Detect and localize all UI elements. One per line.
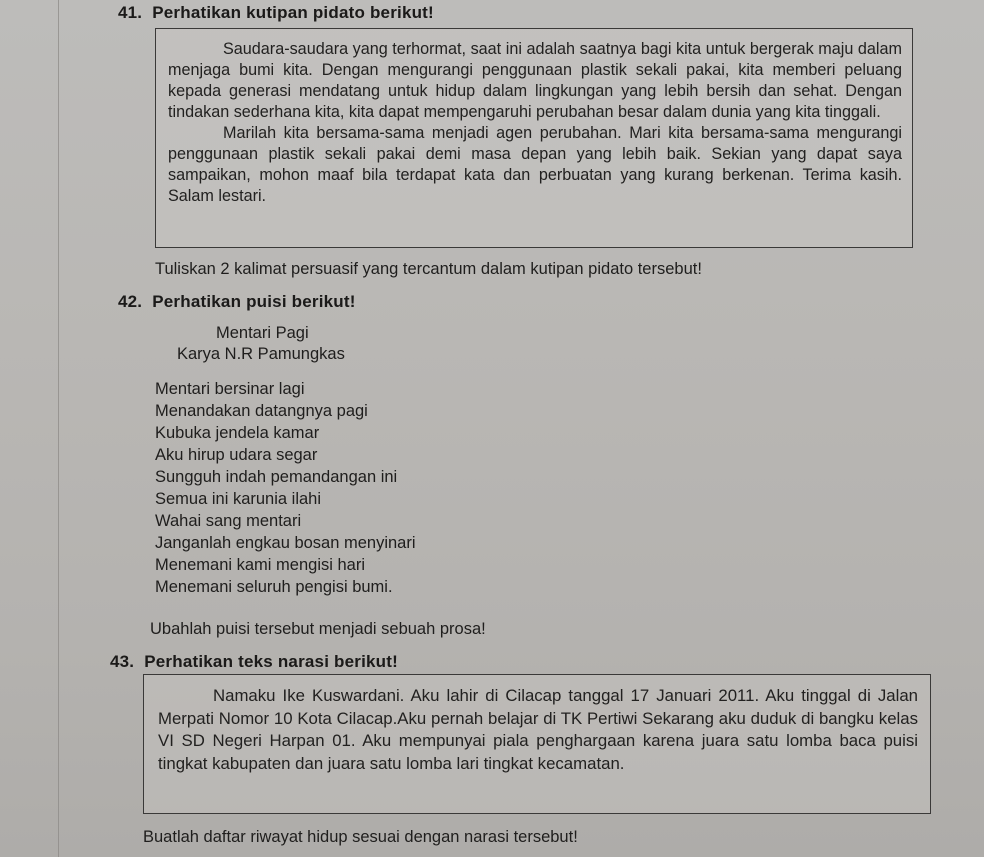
poem-line: Kubuka jendela kamar bbox=[155, 424, 320, 442]
question-43-instruction: Buatlah daftar riwayat hidup sesuai dengan narasi tersebut! bbox=[143, 828, 578, 846]
poem-title: Mentari Pagi bbox=[216, 324, 309, 342]
poem-line: Semua ini karunia ilahi bbox=[155, 490, 322, 508]
question-title: Perhatikan teks narasi berikut! bbox=[144, 652, 398, 671]
narrative-text-box bbox=[143, 674, 931, 814]
question-title: Perhatikan puisi berikut! bbox=[152, 292, 356, 311]
question-43-heading bbox=[110, 652, 398, 672]
poem-line: Menandakan datangnya pagi bbox=[155, 402, 368, 420]
speech-paragraph-1: Saudara-saudara yang terhormat, saat ini adalah saatnya bagi kita untuk bergerak maju dalam menjaga bumi kita. Dengan mengurangi penggunaan plastik sekali pakai, kita memberi peluang kepada generasi mendatang untuk hidup dalam lingkungan yang lebih bersih dan sehat. Dengan tindakan sederhana kita, kita dapat mempengaruhi perubahan besar dalam dunia yang kita tinggali. bbox=[168, 40, 902, 121]
speech-excerpt-box bbox=[155, 28, 913, 248]
poem-line: Aku hirup udara segar bbox=[155, 446, 318, 464]
question-number: 43. bbox=[110, 652, 135, 671]
poem-line: Mentari bersinar lagi bbox=[155, 380, 305, 398]
poem-line: Menemani kami mengisi hari bbox=[155, 556, 365, 574]
question-title: Perhatikan kutipan pidato berikut! bbox=[152, 3, 434, 22]
question-41-heading bbox=[118, 3, 434, 23]
poem-line: Sungguh indah pemandangan ini bbox=[155, 468, 398, 486]
question-42-heading bbox=[118, 292, 356, 312]
poem-line: Wahai sang mentari bbox=[155, 512, 302, 530]
question-number: 41. bbox=[118, 3, 143, 22]
poem-author: Karya N.R Pamungkas bbox=[177, 345, 345, 363]
narrative-paragraph: Namaku Ike Kuswardani. Aku lahir di Cilacap tanggal 17 Januari 2011. Aku tinggal di Jalan Merpati Nomor 10 Kota Cilacap.Aku pernah belajar di TK Pertiwi Sekarang aku duduk di bangku kelas VI SD Negeri Harpan 01. Aku mempunyai piala penghargaan karena juara satu lomba baca puisi tingkat kabupaten dan juara satu lomba lari tingkat kecamatan. bbox=[158, 686, 918, 773]
question-41-instruction: Tuliskan 2 kalimat persuasif yang tercantum dalam kutipan pidato tersebut! bbox=[155, 260, 702, 278]
speech-paragraph-2: Marilah kita bersama-sama menjadi agen perubahan. Mari kita bersama-sama mengurangi penggunaan plastik sekali pakai demi masa depan yang lebih baik. Sekian yang dapat saya sampaikan, mohon maaf bila terdapat kata dan perbuatan yang kurang berkenan. Terima kasih. Salam lestari. bbox=[168, 124, 902, 205]
question-number: 42. bbox=[118, 292, 143, 311]
poem-line: Menemani seluruh pengisi bumi. bbox=[155, 578, 393, 596]
question-42-instruction: Ubahlah puisi tersebut menjadi sebuah prosa! bbox=[150, 620, 486, 638]
poem-line: Janganlah engkau bosan menyinari bbox=[155, 534, 416, 552]
poem-body bbox=[155, 378, 416, 598]
page-margin-line bbox=[58, 0, 59, 857]
